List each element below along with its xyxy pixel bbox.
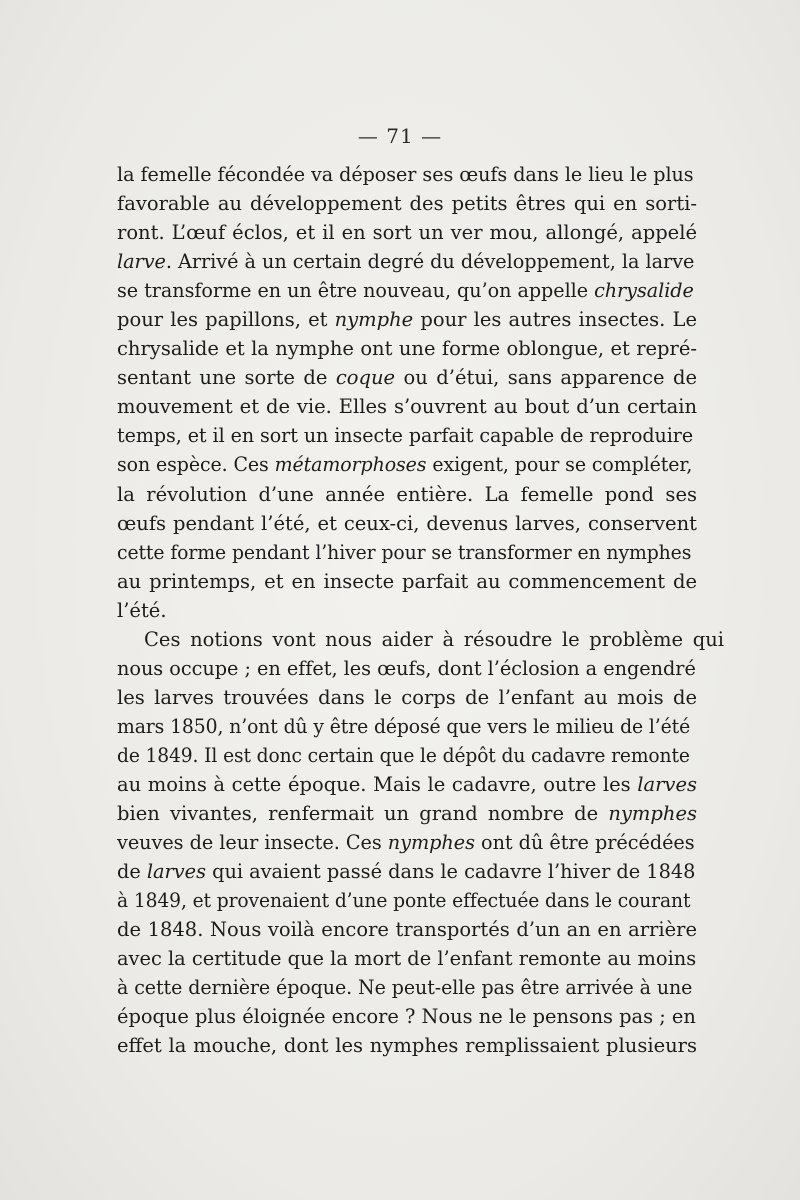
text-segment: l’été. (117, 598, 167, 622)
text-line (117, 1031, 697, 1060)
text-segment: bien vivantes, renfermait un grand nombre de (117, 802, 609, 826)
text-segment: cette forme pendant l’hiver pour se transformer en nymphes (117, 540, 692, 564)
text-segment: sentant une sorte de (117, 366, 336, 390)
italic-term: larve (117, 250, 166, 274)
text-segment: ront. L’œuf éclos, et il en sort un ver mou, allongé, appelé (117, 221, 697, 245)
text-segment: mars 1850, n’ont dû y être déposé que vers le milieu de l’été (117, 714, 691, 738)
text-line (117, 276, 694, 305)
italic-term: larves (637, 772, 697, 796)
text-segment: effet la mouche, dont les nymphes remplissaient plusieurs (117, 1034, 697, 1058)
italic-term: métamorphoses (274, 453, 427, 477)
text-line (117, 363, 697, 392)
text-line (117, 480, 697, 509)
text-segment: Ces notions vont nous aider à résoudre le problème qui (144, 627, 724, 651)
text-segment: la révolution d’une année entière. La femelle pond ses (117, 482, 697, 506)
text-line (117, 247, 695, 276)
text-line (117, 915, 697, 944)
text-line (117, 683, 697, 712)
text-line (117, 421, 694, 450)
text-segment: favorable au développement des petits êtres qui en sorti- (117, 192, 697, 216)
text-line (117, 334, 697, 363)
text-segment: de 1849. Il est donc certain que le dépôt du cadavre remonte (117, 743, 690, 767)
text-segment: époque plus éloignée encore ? Nous ne le pensons pas ; en (117, 1005, 696, 1029)
text-segment: nous occupe ; en effet, les œufs, dont l’éclosion a engendré (117, 656, 696, 680)
text-segment: chrysalide et la nymphe ont une forme oblongue, et repré- (117, 337, 697, 361)
text-segment: de (117, 860, 147, 884)
text-segment: la femelle fécondée va déposer ses œufs dans le lieu le plus (117, 163, 694, 186)
text-segment: mouvement et de vie. Elles s’ouvrent au bout d’un certain (117, 395, 697, 419)
text-segment: pour les autres insectes. Le (413, 308, 697, 332)
page-number: — 71 — (357, 124, 443, 148)
text-line (117, 973, 693, 1002)
text-segment: son espèce. Ces (117, 453, 275, 477)
italic-term: nymphes (387, 831, 475, 855)
text-line (117, 509, 697, 538)
text-segment: veuves de leur insecte. Ces (117, 831, 388, 855)
text-line (117, 392, 697, 421)
text-segment: exigent, pour se compléter, (426, 453, 693, 477)
text-line (117, 189, 697, 218)
text-segment: pour les papillons, et (117, 308, 335, 332)
text-line (117, 828, 695, 857)
text-segment: . Arrivé à un certain degré du développement, la larve (165, 250, 695, 274)
text-line (117, 770, 697, 799)
text-line (117, 218, 697, 247)
text-line (117, 567, 697, 596)
text-line (117, 857, 696, 886)
text-segment: œufs pendant l’été, et ceux-ci, devenus larves, conservent (117, 511, 697, 535)
text-line (117, 160, 694, 189)
text-line (117, 944, 697, 973)
text-segment: au printemps, et en insecte parfait au commencement de (117, 569, 697, 593)
text-line (117, 450, 693, 479)
text-line (117, 712, 691, 741)
text-segment: à cette dernière époque. Ne peut-elle pas être arrivée à une (117, 976, 693, 1000)
text-line (117, 625, 724, 654)
italic-term: nymphes (608, 802, 697, 826)
text-line (117, 741, 690, 770)
italic-term: nymphe (334, 308, 414, 332)
italic-term: larves (146, 860, 206, 884)
text-segment: temps, et il en sort un insecte parfait capable de reproduire (117, 424, 694, 448)
text-segment: à 1849, et provenaient d’une ponte effectuée dans le courant (117, 889, 691, 913)
text-segment: qui avaient passé dans le cadavre l’hiver de 1848 (205, 860, 696, 884)
text-segment: au moins à cette époque. Mais le cadavre, outre les (117, 772, 638, 796)
text-segment: les larves trouvées dans le corps de l’enfant au mois de (117, 685, 697, 709)
text-line (117, 596, 697, 625)
text-line (117, 1002, 694, 1031)
text-segment: de 1848. Nous voilà encore transportés d’un an en arrière (117, 918, 697, 942)
text-line (117, 799, 697, 828)
text-line (117, 538, 692, 567)
text-segment: ou d’étui, sans apparence de (395, 366, 697, 390)
body-text (117, 160, 724, 1060)
text-line (117, 305, 697, 334)
text-line (117, 886, 691, 915)
text-line (117, 654, 696, 683)
italic-term: chrysalide (594, 279, 694, 303)
text-segment: avec la certitude que la mort de l’enfant remonte au moins (117, 947, 697, 971)
text-segment: ont dû être précédées (474, 831, 695, 855)
italic-term: coque (335, 366, 396, 390)
text-segment: se transforme en un être nouveau, qu’on appelle (117, 279, 595, 303)
